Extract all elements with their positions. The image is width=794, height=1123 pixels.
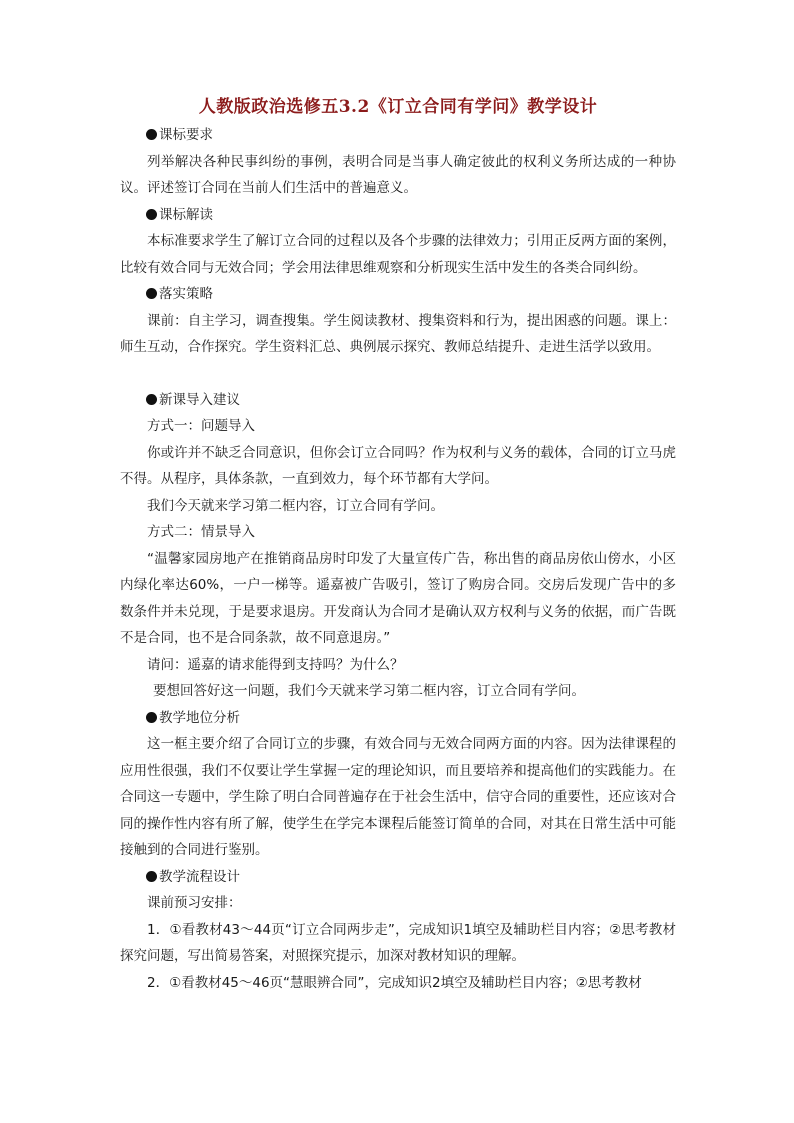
paragraph: 请问：遥嘉的请求能得到支持吗？为什么？ <box>147 656 404 673</box>
paragraph: 我们今天就来学习第二框内容，订立合同有学问。 <box>147 497 444 514</box>
paragraph: 方式一：问题导入 <box>147 418 255 434</box>
bullet-icon <box>146 288 157 299</box>
heading-text: 教学地位分析 <box>159 709 240 726</box>
paragraph: 本标准要求学生了解订立合同的过程以及各个步骤的法律效力；引用正反两方面的案例，比较有效合同与无效合同；学会用法律思维观察和分析现实生活中发生的各类合同纠纷。 <box>120 233 676 276</box>
paragraph: 这一框主要介绍了合同订立的步骤，有效合同与无效合同两方面的内容。因为法律课程的应用性很强，我们不仅要让学生掌握一定的理论知识，而且要培养和提高他们的实践能力。在合同这一专题中，学生除了明白合同普遍存在于社会生活中，信守合同的重要性，还应该对合同的操作性内容有所了解，使学生在学完本课程后能签订简单的合同，对其在日常生活中可能接触到的合同进行鉴别。 <box>120 736 676 858</box>
section-heading-teaching-position-analysis <box>120 705 676 732</box>
section-heading-lesson-introduction <box>120 387 676 414</box>
paragraph: 列举解决各种民事纠纷的事例，表明合同是当事人确定彼此的权利义务所达成的一种协议。评述签订合同在当前人们生活中的普遍意义。 <box>120 153 676 196</box>
paragraph: 1．①看教材43～44页“订立合同两步走”，完成知识1填空及辅助栏目内容；②思考教材探究问题，写出简易答案，对照探究提示，加深对教材知识的理解。 <box>120 921 676 964</box>
heading-text: 课标解读 <box>159 206 213 223</box>
heading-text: 新课导入建议 <box>159 391 240 408</box>
bullet-icon <box>146 129 157 140</box>
section-heading-teaching-process-design <box>120 864 676 891</box>
bullet-icon <box>146 712 157 723</box>
paragraph: 课前预习安排： <box>147 895 242 911</box>
paragraph: 课前：自主学习，调查搜集。学生阅读教材、搜集资料和行为，提出困惑的问题。课上：师生互动，合作探究。学生资料汇总、典例展示探究、教师总结提升、走进生活学以致用。 <box>120 312 676 355</box>
section-heading-implementation-strategy <box>120 281 676 308</box>
paragraph: 方式二：情景导入 <box>147 524 255 540</box>
document-title: 人教版政治选修五3.2《订立合同有学问》教学设计 <box>198 97 598 117</box>
heading-text: 教学流程设计 <box>159 868 240 885</box>
section-heading-curriculum-requirements <box>120 122 676 149</box>
heading-text: 落实策略 <box>159 286 213 302</box>
bullet-icon <box>146 209 157 220</box>
bullet-icon <box>146 394 157 405</box>
heading-text: 课标要求 <box>159 127 213 143</box>
paragraph-quote: “温馨家园房地产在推销商品房时印发了大量宣传广告，称出售的商品房依山傍水，小区内绿化率达60%，一户一梯等。遥嘉被广告吸引，签订了购房合同。交房后发现广告中的多数条件并未兑现，于是要求退房。开发商认为合同才是确认双方权利与义务的依据，而广告既不是合同，也不是合同条款，故不同意退房。” <box>120 550 676 646</box>
spacer <box>120 361 676 387</box>
paragraph: 要想回答好这一问题，我们今天就来学习第二框内容，订立合同有学问。 <box>153 683 585 699</box>
document-page <box>120 94 676 996</box>
bullet-icon <box>146 871 157 882</box>
paragraph: 2．①看教材45～46页“慧眼辨合同”，完成知识2填空及辅助栏目内容；②思考教材 <box>147 974 642 991</box>
section-heading-curriculum-interpretation <box>120 202 676 229</box>
paragraph: 你或许并不缺乏合同意识，但你会订立合同吗？作为权利与义务的载体，合同的订立马虎不得。从程序，具体条款，一直到效力，每个环节都有大学问。 <box>120 444 676 487</box>
